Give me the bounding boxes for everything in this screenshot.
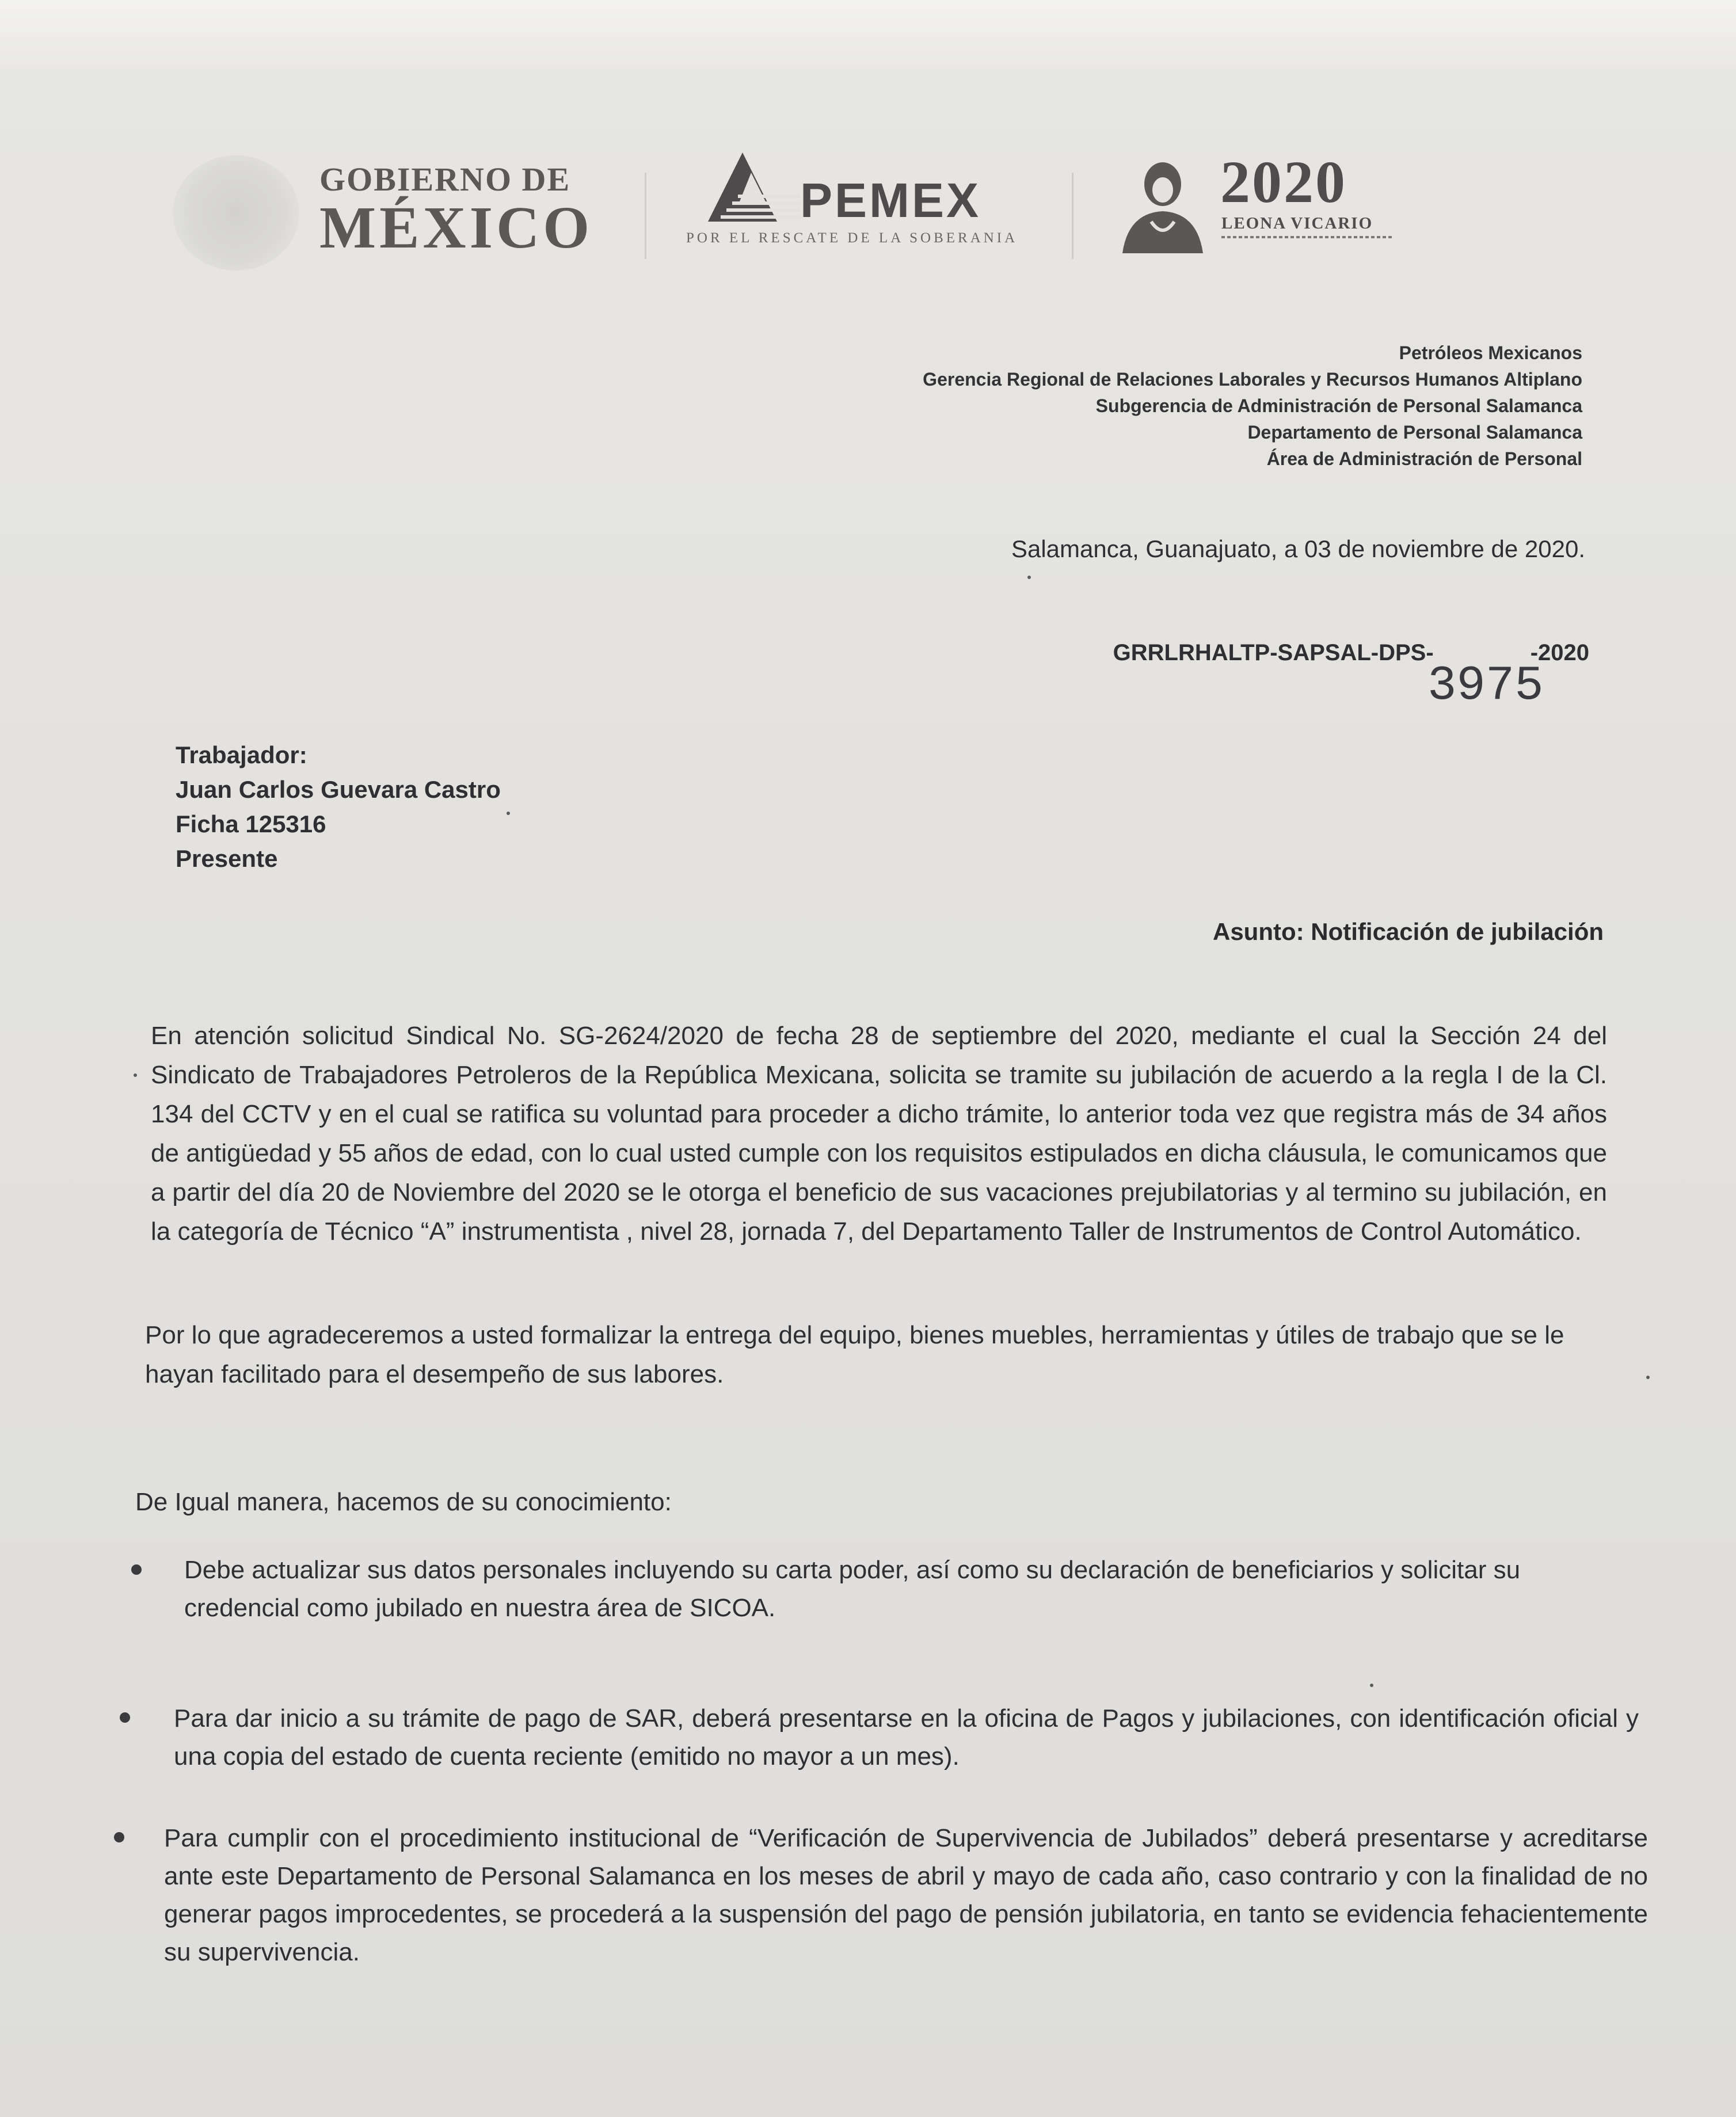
- gobierno-de-mexico-logo: [319, 161, 593, 261]
- letter-subject: Asunto: Notificación de jubilación: [1212, 918, 1604, 945]
- scan-speck: [134, 1073, 137, 1077]
- recipient-ficha: Ficha 125316: [176, 810, 326, 837]
- year-2020-logo: 2020: [1220, 149, 1347, 215]
- pemex-slogan: POR EL RESCATE DE LA SOBERANIA: [686, 230, 1018, 246]
- recipient-label: Trabajador:: [176, 741, 307, 768]
- sender-line: Subgerencia de Administración de Personal Salamanca: [1095, 395, 1582, 416]
- body-paragraph-2: Por lo que agradeceremos a usted formalizar la entrega del equipo, bienes muebles, herramientas y útiles de trabajo que se le hayan facilitado para el desempeño de sus labores.: [145, 1321, 1564, 1388]
- national-seal-logo: [173, 155, 299, 271]
- bullet-item: Para dar inicio a su trámite de pago de SAR, deberá presentarse en la oficina de Pagos y jubilaciones, con identificación oficial y una copia del estado de cuenta reciente (emitido no mayor a un mes).: [174, 1704, 1639, 1770]
- reference-stamped-number: 3975: [1427, 659, 1544, 714]
- logo-divider: [645, 173, 646, 259]
- bullet-dot-icon: [120, 1712, 130, 1723]
- bullet-dot-icon: [131, 1564, 142, 1575]
- recipient-block: [176, 738, 501, 876]
- reference-prefix: GRRLRHALTP-SAPSAL-DPS-: [1113, 640, 1434, 665]
- pemex-wordmark: PEMEX: [800, 173, 981, 227]
- bullet-item: Debe actualizar sus datos personales incluyendo su carta poder, así como su declaración de beneficiarios y solicitar su credencial como jubilado en nuestra área de SICOA.: [184, 1556, 1521, 1622]
- scan-speck: [507, 812, 510, 815]
- leona-vicario-label: LEONA VICARIO: [1221, 214, 1373, 233]
- body-paragraph-1: En atención solicitud Sindical No. SG-2624/2020 de fecha 28 de septiembre del 2020, mediante el cual la Sección 24 del Sindicato de Trabajadores Petroleros de la República Mexicana, solicita se tramite su jubilación de acuerdo a la regla I de la Cl. 134 del CCTV y en el cual se ratifica su voluntad para proceder a dicho trámite, lo anterior toda vez que registra más de 34 años de antigüedad y 55 años de edad, con lo cual usted cumple con los requisitos estipulados en dicha cláusula, le comunicamos que a partir del día 20 de Noviembre del 2020 se le otorga el beneficio de sus vacaciones prejubilatorias y al termino su jubilación, en la categoría de Técnico “A” instrumentista , nivel 28, jornada 7, del Departamento Taller de Instrumentos de Control Automático.: [151, 1022, 1607, 1246]
- gobierno-line1: GOBIERNO DE: [319, 161, 571, 198]
- recipient-presente: Presente: [176, 845, 278, 872]
- bullet-dot-icon: [114, 1832, 124, 1842]
- sender-line: Área de Administración de Personal: [1266, 448, 1582, 469]
- page-top-edge: [0, 0, 1736, 69]
- sender-address-block: [923, 340, 1582, 472]
- reference-suffix: -2020: [1530, 640, 1589, 665]
- sender-line: Petróleos Mexicanos: [1399, 342, 1582, 363]
- logo-divider: [1072, 173, 1073, 259]
- sender-line: Departamento de Personal Salamanca: [1247, 422, 1582, 443]
- recipient-name: Juan Carlos Guevara Castro: [176, 776, 501, 803]
- body-paragraph-3: De Igual manera, hacemos de su conocimiento:: [135, 1488, 672, 1516]
- sender-line: Gerencia Regional de Relaciones Laborales y Recursos Humanos Altiplano: [923, 369, 1582, 390]
- gobierno-line2: MÉXICO: [319, 195, 593, 261]
- scan-speck: [1027, 576, 1031, 579]
- scan-speck: [1370, 1684, 1373, 1687]
- scan-speck: [1646, 1376, 1650, 1379]
- letter-date: Salamanca, Guanajuato, a 03 de noviembre de 2020.: [1011, 535, 1585, 562]
- bullet-item: Para cumplir con el procedimiento institucional de “Verificación de Supervivencia de Jubilados” deberá presentarse y acreditarse ante este Departamento de Personal Salamanca en los meses de abril y mayo de cada año, caso contrario y con la finalidad de no generar pagos improcedentes, se procederá a la suspensión del pago de pensión jubilatoria, en tanto se evidencia fehacientemente su supervivencia.: [164, 1824, 1648, 1966]
- leona-vicario-portrait-icon: [1111, 158, 1215, 256]
- leona-vicario-subtitle: [1221, 236, 1394, 238]
